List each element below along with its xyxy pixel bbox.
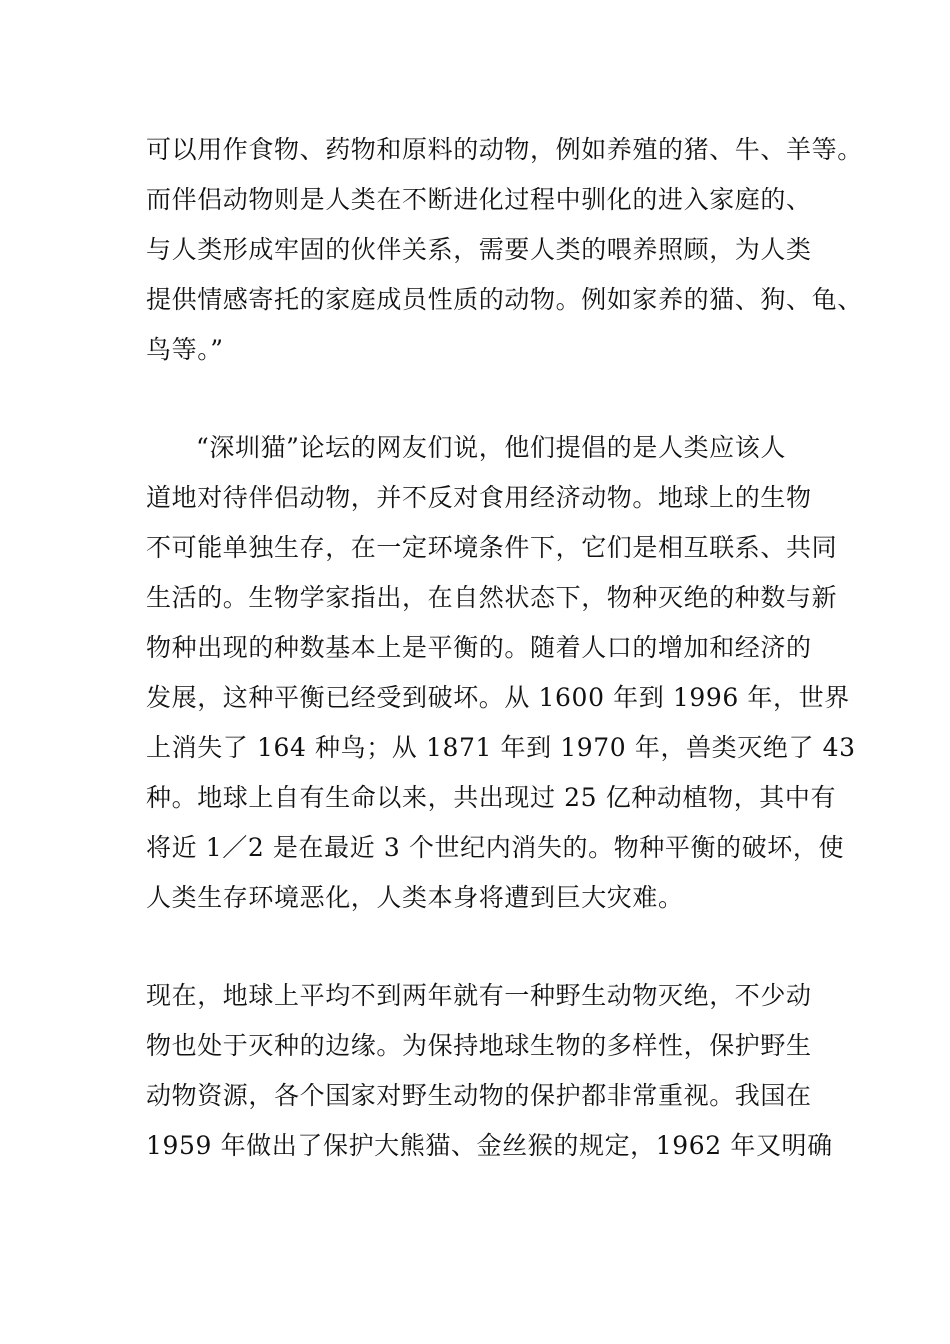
text-line: 上消失了 164 种鸟；从 1871 年到 1970 年，兽类灭绝了 43 bbox=[146, 733, 856, 762]
text-line: 物种出现的种数基本上是平衡的。随着人口的增加和经济的 bbox=[146, 633, 812, 662]
text-line: 发展，这种平衡已经受到破坏。从 1600 年到 1996 年，世界 bbox=[146, 683, 850, 712]
text-line: 可以用作食物、药物和原料的动物，例如养殖的猪、牛、羊等。 bbox=[146, 135, 863, 164]
text-line: 物也处于灭种的边缘。为保持地球生物的多样性，保护野生 bbox=[146, 1031, 812, 1060]
text-line: 将近 1／2 是在最近 3 个世纪内消失的。物种平衡的破坏，使 bbox=[146, 833, 845, 862]
text-line: 而伴侣动物则是人类在不断进化过程中驯化的进入家庭的、 bbox=[146, 185, 812, 214]
text-line: 生活的。生物学家指出，在自然状态下，物种灭绝的种数与新 bbox=[146, 583, 838, 612]
text-line: 现在，地球上平均不到两年就有一种野生动物灭绝，不少动 bbox=[146, 981, 812, 1010]
text-line: “深圳猫”论坛的网友们说，他们提倡的是人类应该人 bbox=[196, 433, 786, 462]
text-line: 提供情感寄托的家庭成员性质的动物。例如家养的猫、狗、龟、 bbox=[146, 285, 863, 314]
text-line: 种。地球上自有生命以来，共出现过 25 亿种动植物，其中有 bbox=[146, 783, 837, 812]
text-line: 不可能单独生存，在一定环境条件下，它们是相互联系、共同 bbox=[146, 533, 838, 562]
text-line: 动物资源，各个国家对野生动物的保护都非常重视。我国在 bbox=[146, 1081, 812, 1110]
text-line: 1959 年做出了保护大熊猫、金丝猴的规定，1962 年又明确 bbox=[146, 1131, 833, 1160]
text-line: 与人类形成牢固的伙伴关系，需要人类的喂养照顾，为人类 bbox=[146, 235, 812, 264]
text-line: 人类生存环境恶化，人类本身将遭到巨大灾难。 bbox=[146, 883, 684, 912]
text-line: 鸟等。” bbox=[146, 335, 224, 364]
text-line: 道地对待伴侣动物，并不反对食用经济动物。地球上的生物 bbox=[146, 483, 812, 512]
